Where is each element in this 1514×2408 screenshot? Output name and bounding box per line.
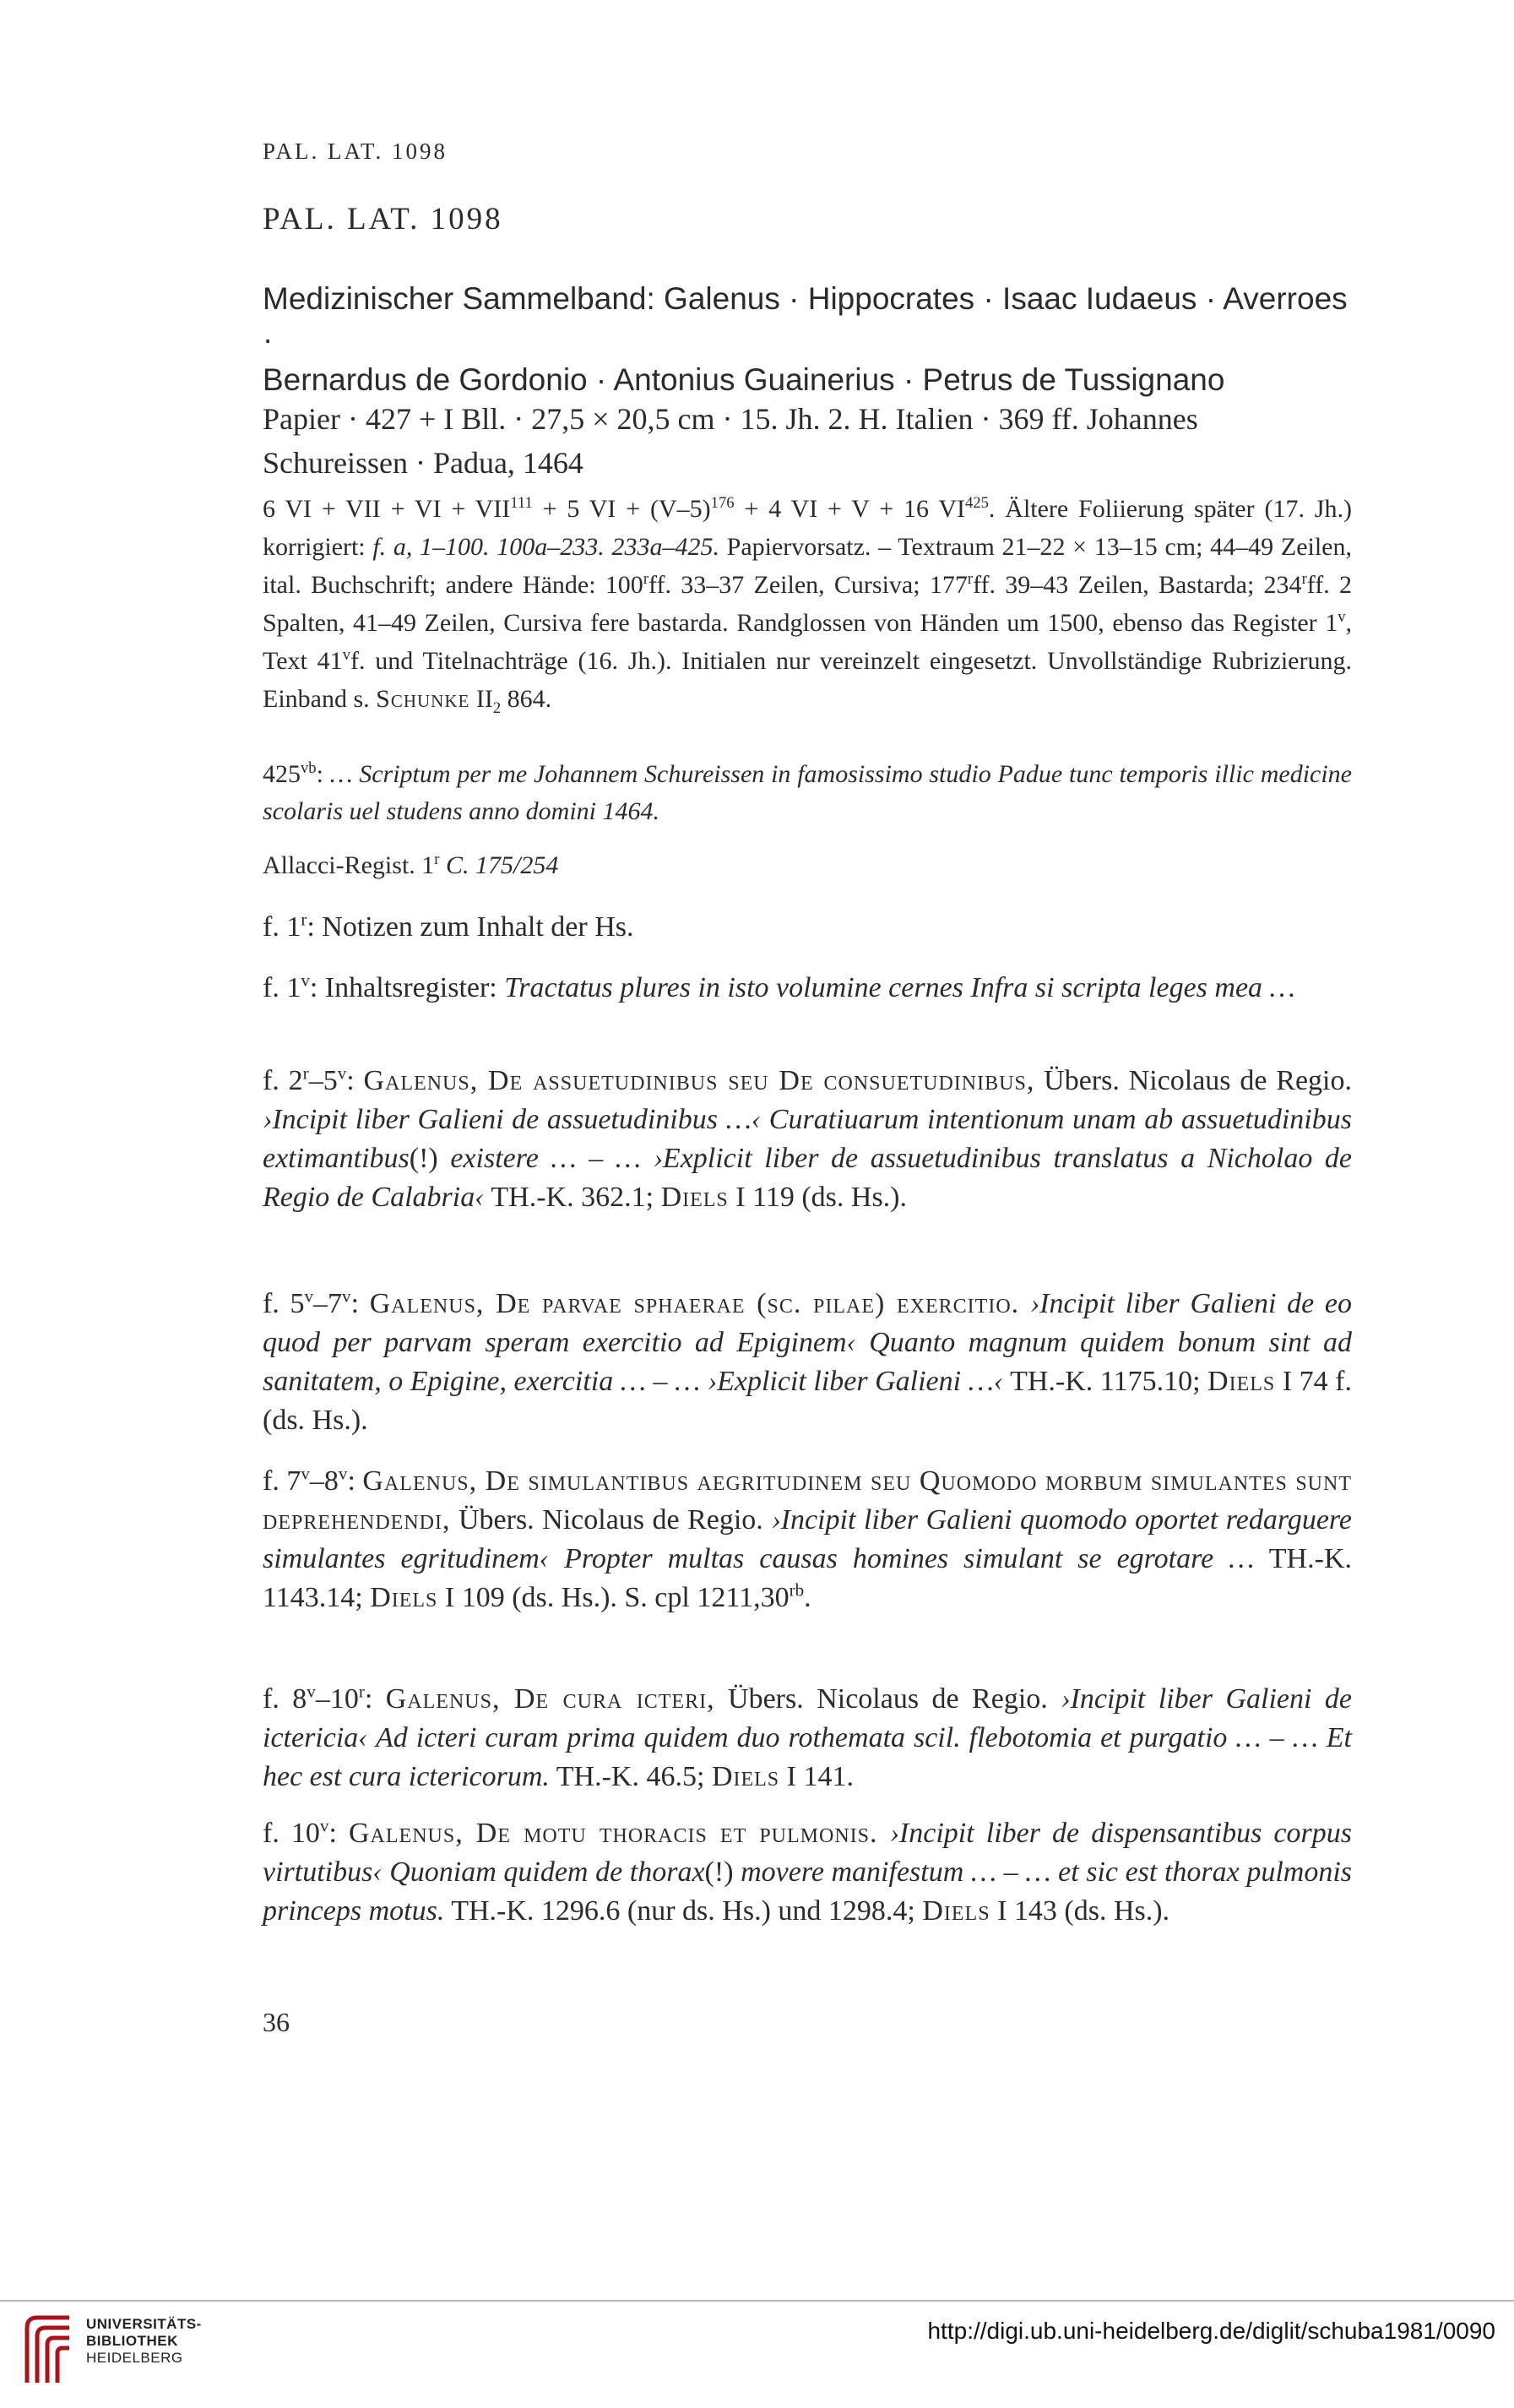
content-entry-3: f. 2$^r$–5$^v$: Galenus, De assuetudinibus seu De consuetudinibus, Übers. Nicolaus de Regio. ›Incipit liber Galieni de assuetudinibus …‹ Curatiuarum intentionum unam ab assuetudinibus extimantibus(!) existere … – … ›Explicit liber de assuetudinibus translatus a Nicholao de Regio de Calabria‹ TH.-K. 362.1; Diels I 119 (ds. Hs.). [263,1063,1352,1213]
library-name-line-3: HEIDELBERG [86,2350,183,2366]
library-name-line-2: BIBLIOTHEK [86,2333,178,2349]
content-entry-2: f. 1$^v$: Inhaltsregister: Tractatus plures in isto volumine cernes Infra si scripta leges mea … [263,970,1295,1003]
content-entry-5: f. 7$^v$–8$^v$: Galenus, De simulantibus aegritudinem seu Quomodo morbum simulantes sunt deprehendendi, Übers. Nicolaus de Regio. ›Incipit liber Galieni quomodo oportet redarguere simulantes egritudinem‹ Propter multas causas homines simulant se egrotare … TH.-K. 1143.14; Diels I 109 (ds. Hs.). S. cpl $1211,30^{rb}$. [263,1463,1353,1613]
title-line-1: Medizinischer Sammelband: Galenus · Hippocrates · Isaac Iudaeus · Averroes · [263,281,1348,356]
codicology-paragraph: 6 VI + VII + VI + $VII^{111} + 5$ VI + $(V-5)^{176} + 4$ VI + V + 16 VI$^{425}$. Ältere Foliierung später (17. Jh.) korrigiert: f. a, 1–100. 100a–233. 233a–425. Papiervorsatz. – Textraum 21–22 × 13–15 cm; 44–49 Zeilen, ital. Buchschrift; andere Hände: 100$^r$ff. 33–37 Zeilen, Cursiva; 177$^r$ff. 39–43 Zeilen, Bastarda; 234$^r$ff. 2 Spalten, 41–49 Zeilen, Cursiva fere bastarda. Randglossen von Händen um 1500, ebenso das Register 1$^v$, Text 41$^v$f. und Titelnachträge (16. Jh.). Initialen nur vereinzelt eingesetzt. Unvollständige Rubrizierung. Einband s. Schunke $II_2$ 864. [263,494,1352,717]
shelfmark-heading: PAL. LAT. 1098 [263,202,503,236]
library-name [86,2316,202,2367]
library-logo-icon [19,2311,78,2387]
content-entry-4: f. 5$^v$–7$^v$: Galenus, De parvae sphaerae (sc. pilae) exercitio. ›Incipit liber Galieni de eo quod per parvam speram exercitio ad Epiginem‹ Quanto magnum quidem bonum sint ad sanitatem, o Epigine, exercitia … – … ›Explicit liber Galieni …‹ TH.-K. 1175.10; Diels I 74 f. (ds. Hs.). [263,1286,1352,1436]
title-line-2: Bernardus de Gordonio · Antonius Guainerius · Petrus de Tussignano [263,362,1225,397]
footer-divider [0,2300,1514,2302]
allacci-register: Allacci-Regist. 1$^r$ C. 175/254 [263,851,559,879]
description-line-2: Schureissen · Padua, 1464 [263,446,583,480]
physical-description [263,397,1352,485]
content-entry-1: f. 1$^r$: Notizen zum Inhalt der Hs. [263,909,634,943]
page-number: 36 [263,2007,290,2037]
source-url-link[interactable]: http://digi.ub.uni-heidelberg.de/diglit/schuba1981/0090 [927,2318,1495,2344]
content-entry-6: f. 8$^v$–10$^r$: Galenus, De cura icteri, Übers. Nicolaus de Regio. ›Incipit liber Galieni de ictericia‹ Ad icteri curam prima quidem duo rothemata scil. flebotomia et purgatio … – … Et hec est cura ictericorum. TH.-K. 46.5; Diels I 141. [263,1681,1352,1792]
colophon: $425^{vb}$: … Scriptum per me Johannem Schureissen in famosissimo studio Padue tunc temporis illic medicine scolaris uel studens anno domini 1464. [263,759,1352,825]
running-head: PAL. LAT. 1098 [263,139,448,164]
library-name-line-1: UNIVERSITÄTS- [86,2316,202,2332]
description-line-1: Papier · 427 + I Bll. · 27,5 × 20,5 cm · 15. Jh. 2. H. Italien · 369 ff. Johannes [263,402,1198,436]
manuscript-title [263,279,1352,400]
content-entry-7: f. 10$^v$: Galenus, De motu thoracis et pulmonis. ›Incipit liber de dispensantibus corpus virtutibus‹ Quoniam quidem de thorax(!) movere manifestum … – … et sic est thorax pulmonis princeps motus. TH.-K. 1296.6 (nur ds. Hs.) und 1298.4; Diels I 143 (ds. Hs.). [263,1815,1352,1927]
